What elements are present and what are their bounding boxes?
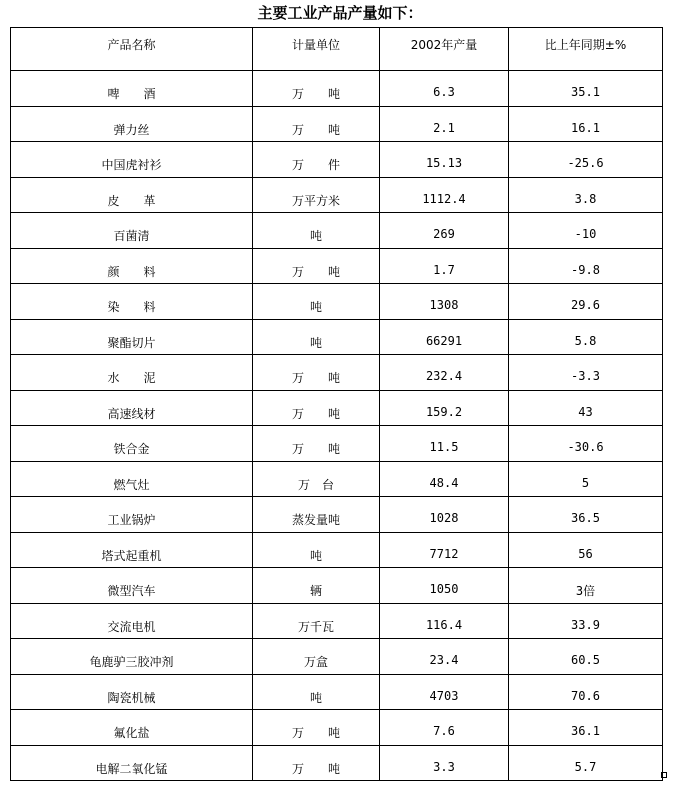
table-row bbox=[11, 639, 663, 675]
cell-unit: 万 件 bbox=[253, 142, 380, 178]
cell-change: 5.8 bbox=[509, 319, 663, 355]
cell-output: 2.1 bbox=[380, 106, 509, 142]
cell-product-name: 燃气灶 bbox=[11, 461, 253, 497]
cell-product-name: 聚酯切片 bbox=[11, 319, 253, 355]
cell-output: 116.4 bbox=[380, 603, 509, 639]
cell-change: 16.1 bbox=[509, 106, 663, 142]
industrial-output-table bbox=[10, 27, 663, 781]
cell-unit: 万盒 bbox=[253, 639, 380, 675]
cell-output: 6.3 bbox=[380, 71, 509, 107]
cell-output: 1.7 bbox=[380, 248, 509, 284]
table-row bbox=[11, 248, 663, 284]
cell-output: 1308 bbox=[380, 284, 509, 320]
cell-change: -30.6 bbox=[509, 426, 663, 462]
cell-product-name: 电解二氧化锰 bbox=[11, 745, 253, 781]
cell-change: 56 bbox=[509, 532, 663, 568]
cell-product-name: 工业锅炉 bbox=[11, 497, 253, 533]
cell-product-name: 染 料 bbox=[11, 284, 253, 320]
cell-change: 3.8 bbox=[509, 177, 663, 213]
cell-product-name: 百菌清 bbox=[11, 213, 253, 249]
table-row bbox=[11, 710, 663, 746]
table-row bbox=[11, 142, 663, 178]
cell-unit: 吨 bbox=[253, 213, 380, 249]
cell-product-name: 交流电机 bbox=[11, 603, 253, 639]
cell-output: 15.13 bbox=[380, 142, 509, 178]
cell-output: 1112.4 bbox=[380, 177, 509, 213]
paragraph-end-mark bbox=[661, 772, 667, 778]
cell-unit: 万 吨 bbox=[253, 710, 380, 746]
cell-product-name: 陶瓷机械 bbox=[11, 674, 253, 710]
cell-change: 3倍 bbox=[509, 568, 663, 604]
cell-change: 70.6 bbox=[509, 674, 663, 710]
cell-product-name: 龟鹿驴三胶冲剂 bbox=[11, 639, 253, 675]
cell-change: 29.6 bbox=[509, 284, 663, 320]
cell-unit: 万 吨 bbox=[253, 106, 380, 142]
cell-product-name: 弹力丝 bbox=[11, 106, 253, 142]
cell-output: 232.4 bbox=[380, 355, 509, 391]
cell-output: 1028 bbox=[380, 497, 509, 533]
cell-output: 66291 bbox=[380, 319, 509, 355]
cell-product-name: 啤 酒 bbox=[11, 71, 253, 107]
table-row bbox=[11, 319, 663, 355]
table-header-row bbox=[11, 28, 663, 71]
table-row bbox=[11, 568, 663, 604]
cell-change: -3.3 bbox=[509, 355, 663, 391]
cell-unit: 万 吨 bbox=[253, 355, 380, 391]
cell-unit: 蒸发量吨 bbox=[253, 497, 380, 533]
cell-change: 5 bbox=[509, 461, 663, 497]
cell-unit: 万 台 bbox=[253, 461, 380, 497]
cell-unit: 万 吨 bbox=[253, 71, 380, 107]
cell-output: 11.5 bbox=[380, 426, 509, 462]
cell-product-name: 铁合金 bbox=[11, 426, 253, 462]
cell-unit: 万 吨 bbox=[253, 390, 380, 426]
cell-unit: 万平方米 bbox=[253, 177, 380, 213]
cell-unit: 吨 bbox=[253, 532, 380, 568]
table-row bbox=[11, 213, 663, 249]
cell-unit: 吨 bbox=[253, 319, 380, 355]
cell-change: -9.8 bbox=[509, 248, 663, 284]
header-output: 2002年产量 bbox=[380, 28, 509, 71]
table-row bbox=[11, 71, 663, 107]
cell-output: 7.6 bbox=[380, 710, 509, 746]
cell-product-name: 微型汽车 bbox=[11, 568, 253, 604]
table-row bbox=[11, 674, 663, 710]
cell-change: 60.5 bbox=[509, 639, 663, 675]
table-row bbox=[11, 355, 663, 391]
cell-unit: 辆 bbox=[253, 568, 380, 604]
table-row bbox=[11, 390, 663, 426]
cell-unit: 吨 bbox=[253, 284, 380, 320]
cell-output: 23.4 bbox=[380, 639, 509, 675]
cell-change: 5.7 bbox=[509, 745, 663, 781]
header-unit: 计量单位 bbox=[253, 28, 380, 71]
cell-product-name: 塔式起重机 bbox=[11, 532, 253, 568]
cell-product-name: 高速线材 bbox=[11, 390, 253, 426]
cell-unit: 万千瓦 bbox=[253, 603, 380, 639]
cell-change: 36.5 bbox=[509, 497, 663, 533]
table-row bbox=[11, 603, 663, 639]
cell-output: 7712 bbox=[380, 532, 509, 568]
cell-output: 159.2 bbox=[380, 390, 509, 426]
cell-unit: 吨 bbox=[253, 674, 380, 710]
cell-change: 35.1 bbox=[509, 71, 663, 107]
cell-product-name: 氟化盐 bbox=[11, 710, 253, 746]
cell-unit: 万 吨 bbox=[253, 745, 380, 781]
table-row bbox=[11, 461, 663, 497]
cell-product-name: 颜 料 bbox=[11, 248, 253, 284]
cell-output: 4703 bbox=[380, 674, 509, 710]
table-row bbox=[11, 532, 663, 568]
cell-output: 3.3 bbox=[380, 745, 509, 781]
cell-product-name: 中国虎衬衫 bbox=[11, 142, 253, 178]
table-row bbox=[11, 106, 663, 142]
table-row bbox=[11, 745, 663, 781]
cell-output: 48.4 bbox=[380, 461, 509, 497]
cell-change: 43 bbox=[509, 390, 663, 426]
table-row bbox=[11, 497, 663, 533]
cell-change: -25.6 bbox=[509, 142, 663, 178]
table-row bbox=[11, 284, 663, 320]
cell-output: 269 bbox=[380, 213, 509, 249]
header-product-name: 产品名称 bbox=[11, 28, 253, 71]
cell-product-name: 水 泥 bbox=[11, 355, 253, 391]
document-title: 主要工业产品产量如下： bbox=[257, 4, 423, 22]
cell-unit: 万 吨 bbox=[253, 248, 380, 284]
cell-change: -10 bbox=[509, 213, 663, 249]
cell-product-name: 皮 革 bbox=[11, 177, 253, 213]
header-change: 比上年同期±% bbox=[509, 28, 663, 71]
table-row bbox=[11, 177, 663, 213]
cell-change: 36.1 bbox=[509, 710, 663, 746]
cell-unit: 万 吨 bbox=[253, 426, 380, 462]
cell-change: 33.9 bbox=[509, 603, 663, 639]
table-row bbox=[11, 426, 663, 462]
cell-output: 1050 bbox=[380, 568, 509, 604]
